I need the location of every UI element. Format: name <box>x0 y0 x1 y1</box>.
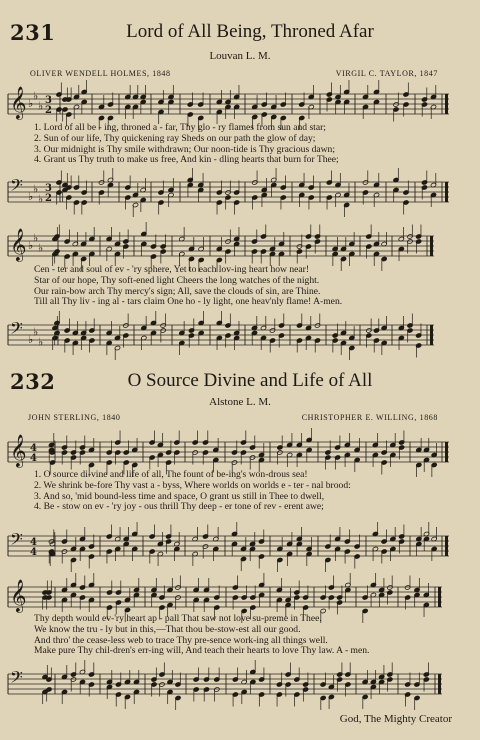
time-signature-bottom: 2 <box>45 193 52 204</box>
lyric-line: 3. And so, 'mid bound-less time and space, O grant us still in Thee to dwell, <box>34 490 325 502</box>
lyric-line: 2. We shrink be-fore Thy vast a - byss, Where worlds on worlds e - ter - nal brood: <box>34 479 351 491</box>
time-signature-top: 3 <box>45 183 52 194</box>
final-bar-thick <box>430 236 433 256</box>
hymn-title-232: O Source Divine and Life of All <box>127 370 373 391</box>
hymn-number-232: 232 <box>10 369 56 394</box>
lyric-line: Our rain-bow arch Thy mercy's sign; All, save the clouds of sin, are Thine. <box>34 285 321 297</box>
time-signature-bottom: 4 <box>30 453 37 464</box>
author-232: JOHN STERLING, 1840 <box>28 413 121 422</box>
bass-staff-232-1 <box>0 526 480 566</box>
time-signature-top: 4 <box>30 537 37 548</box>
final-bar-thick <box>430 325 433 345</box>
lyric-line: 2. Sun of our life, Thy quickening ray Sheds on our path the glow of day; <box>34 132 316 144</box>
bass-staff-231-2 <box>0 315 480 355</box>
final-bar-thick <box>445 536 448 556</box>
flat-icon: ♭ <box>38 241 44 255</box>
lyric-line: And thro' the cease-less web to trace Thy pre-sence work-ing all things well. <box>34 634 328 646</box>
treble-clef-icon: 𝄞 <box>10 579 27 612</box>
flat-icon: ♭ <box>28 97 34 110</box>
hymn-number-231: 231 <box>10 20 56 45</box>
tune-name-232: Alstone L. M. <box>209 396 271 408</box>
lyric-line: Till all Thy liv - ing al - tars claim One ho - ly light, one heav'nly flame! A-men. <box>34 296 343 308</box>
treble-staff-232-2 <box>0 577 480 617</box>
lyric-line: 1. Lord of all be - ing, throned a - far, Thy glo - ry flames from sun and star; <box>34 122 326 133</box>
treble-clef-icon: 𝄞 <box>10 86 27 119</box>
flat-icon: ♭ <box>38 335 44 349</box>
final-bar-thick <box>438 674 441 694</box>
tune-name-231: Louvan L. M. <box>209 50 271 62</box>
lyrics-block-231-a <box>34 123 454 166</box>
flat-icon: ♭ <box>33 231 39 245</box>
author-231: OLIVER WENDELL HOLMES, 1848 <box>30 69 171 78</box>
composer-231: VIRGIL C. TAYLOR, 1847 <box>335 69 438 78</box>
bass-clef-icon: 𝄢 <box>10 318 23 342</box>
final-bar-thick <box>445 442 448 462</box>
flat-icon: ♭ <box>33 89 39 103</box>
bass-clef-icon: 𝄢 <box>10 529 23 553</box>
flat-icon: ♭ <box>28 190 34 203</box>
treble-clef-icon: 𝄞 <box>10 228 27 261</box>
bass-clef-icon: 𝄢 <box>10 175 23 199</box>
treble-staff-231-1 <box>0 84 480 124</box>
lyric-line: Cen - ter and soul of ev - 'ry sphere, Yet to each lov-ing heart how near! <box>34 264 310 275</box>
flat-icon: ♭ <box>38 192 44 206</box>
treble-staff-232-1 <box>0 432 480 472</box>
lyric-line: Thy depth would ev-'ry heart ap - pall That saw not love su-preme in Thee. <box>34 613 322 624</box>
lyrics-block-232-a <box>34 470 454 513</box>
treble-clef-icon: 𝄞 <box>10 434 27 467</box>
flat-icon: ♭ <box>38 99 44 113</box>
flat-icon: ♭ <box>33 182 39 196</box>
final-bar-thick <box>445 94 448 114</box>
bass-clef-icon: 𝄢 <box>10 667 23 691</box>
lyric-line: 4. Grant us Thy truth to make us free, And kin - dling hearts that burn for Thee; <box>34 154 339 166</box>
time-signature-bottom: 2 <box>45 105 52 116</box>
section-caption: God, The Mighty Creator <box>339 713 452 725</box>
final-bar-thick <box>445 182 448 202</box>
composer-232: CHRISTOPHER E. WILLING, 1868 <box>301 413 438 422</box>
flat-icon: ♭ <box>28 239 34 252</box>
time-signature-top: 4 <box>30 443 37 454</box>
hymn-title-231: Lord of All Being, Throned Afar <box>126 21 374 42</box>
treble-staff-231-2 <box>0 226 480 266</box>
flat-icon: ♭ <box>28 333 34 346</box>
lyrics-block-231-b <box>34 265 454 308</box>
bass-staff-232-2 <box>0 664 480 704</box>
lyric-line: 1. O source di-vine and life of all, The fount of be-ing's won-drous sea! <box>34 469 308 480</box>
lyrics-block-232-b <box>34 614 454 657</box>
final-bar-thick <box>438 587 441 607</box>
flat-icon: ♭ <box>33 325 39 339</box>
lyric-line: Make pure Thy chil-dren's err-ing will, And teach their hearts to love Thy law. A - men. <box>34 645 370 657</box>
lyric-line: 3. Our midnight is Thy smile withdrawn; Our noon-tide is Thy gracious dawn; <box>34 143 336 155</box>
lyric-line: We know the tru - ly but in this,—That thou be-stow-est all our good. <box>34 623 301 635</box>
lyric-line: Star of our hope, Thy soft-ened light Cheers the long watches of the night. <box>34 274 320 286</box>
time-signature-bottom: 4 <box>30 547 37 558</box>
lyric-line: 4. Be - stow on ev - 'ry joy - ous thrill Thy deep - er tone of rev - erent awe; <box>34 501 324 513</box>
time-signature-top: 3 <box>45 95 52 106</box>
bass-staff-231-1 <box>0 172 480 212</box>
